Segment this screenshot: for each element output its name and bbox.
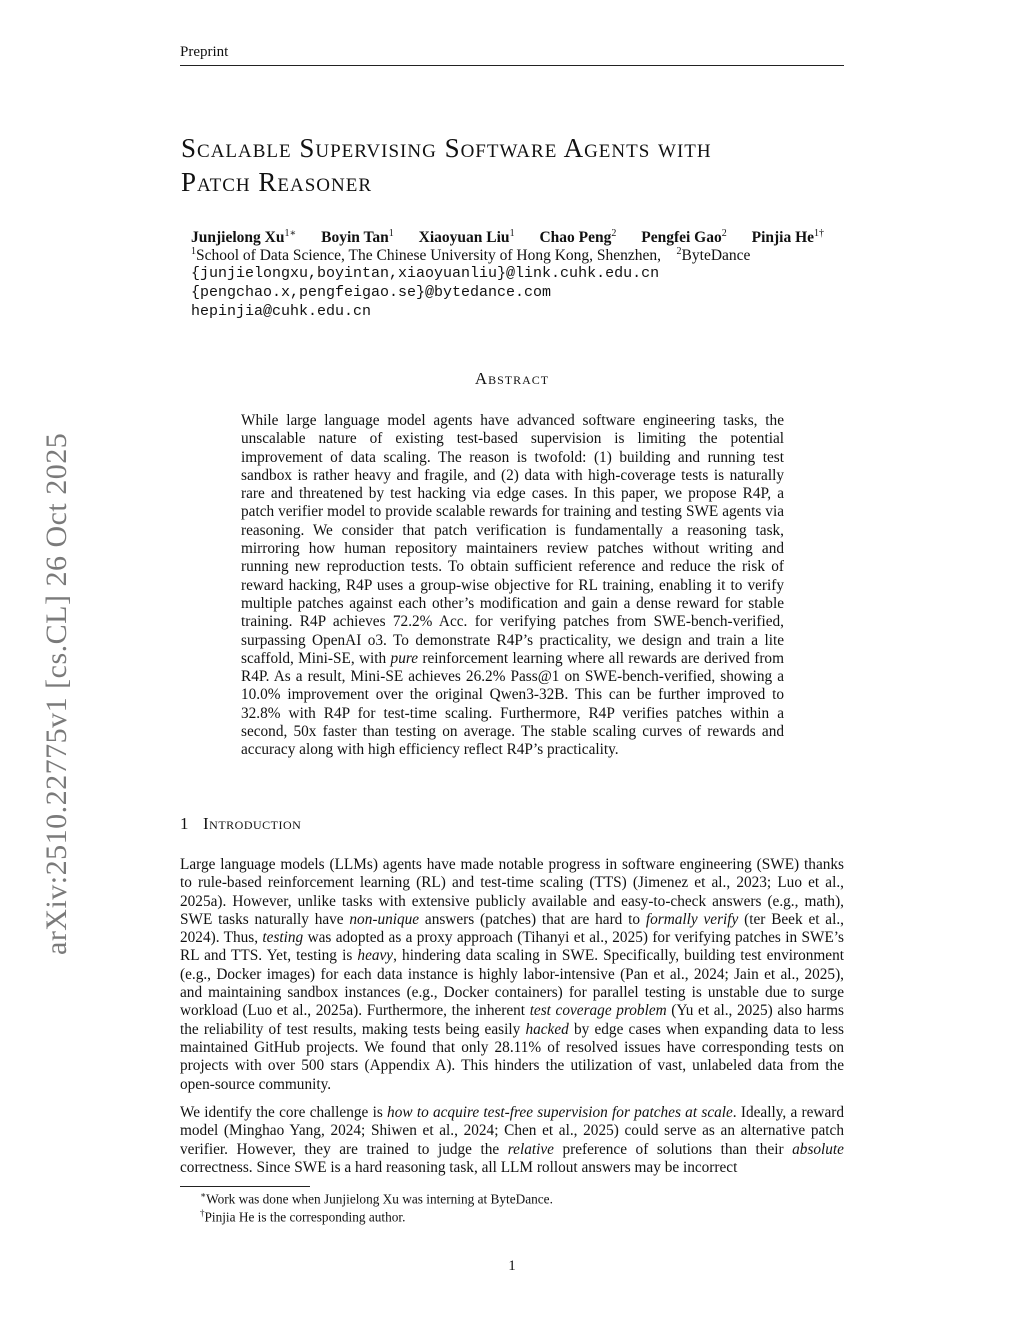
author: Pinjia $He^{1\dagger}$ <box>751 228 825 247</box>
title-line-1: Scalable Supervising Software Agents with <box>181 133 712 163</box>
email-line: {pengchao.x,pengfeigao.se}@bytedance.com <box>191 284 552 301</box>
author: Junjielong $Xu^{1∗}$ <box>191 228 297 247</box>
author: Chao Peng$^2$ <box>539 228 617 247</box>
affiliation-2: ByteDance <box>681 247 751 265</box>
affiliation-1: School of Data Science, The Chinese University of Hong Kong, Shenzhen, <box>196 247 662 265</box>
arxiv-identifier: arXiv:2510.22775v1 [cs.CL] 26 Oct 2025 <box>40 432 73 955</box>
author-list <box>191 228 851 247</box>
author: Xiaoyuan Liu$^1$ <box>418 228 515 247</box>
abstract-body: While large language model agents have advanced software engineering tasks, the unscalable nature of existing test-based supervision is limiting the potential improvement of data scaling. The reason is twofold: (1) building and running test sandbox is rather heavy and fragile, and (2) data with high-coverage tests is naturally rare and threatened by test hacking via edge cases. In this paper, we propose R4P, a patch verifier model to provide scalable rewards for training and testing SWE agents via reasoning. We consider that patch verification is fundamentally a reasoning task, mirroring how human repository maintainers review patches without writing and running new reproduction tests. To obtain sufficient reference and reduce the risk of reward hacking, R4P uses a group-wise objective for RL training, enabling it to verify multiple patches against each other’s modification and gain a dense reward for stable training. R4P achieves 72.2% Acc. for verifying patches from SWE-bench-verified, surpassing OpenAI o3. To demonstrate R4P’s practicality, we design and train a lite scaffold, Mini-SE, with pure reinforcement learning where all rewards are derived from R4P. As a result, Mini-SE achieves 26.2% Pass@1 on SWE-bench-verified, showing a 10.0% improvement over the original Qwen3-32B. This can be further improved to 32.8% with R4P for test-time scaling. Furthermore, R4P verifies patches within a second, 50x faster than testing on average. The stable scaling curves of rewards and accuracy along with high efficiency reflect R4P’s practicality. <box>241 412 784 759</box>
header-rule <box>180 65 844 66</box>
intro-paragraph-2: We identify the core challenge is how to acquire test-free supervision for patches at scale. Ideally, a reward model (Minghao Yang, 2024; Shiwen et al., 2024; Chen et al., 2025) could serve as an alternative patch verifier. However, they are trained to judge the relative preference of solutions than their absolute correctness. Since SWE is a hard reasoning task, all LLM rollout answers may be incorrect <box>180 1104 844 1176</box>
author: Pengfei Gao$^2$ <box>641 228 727 247</box>
abstract-heading: Abstract <box>474 369 550 388</box>
running-header: Preprint <box>180 44 229 60</box>
footnote: ∗Work was done when Junjielong Xu was interning at ByteDance. <box>200 1190 553 1207</box>
title-line-2: Patch Reasoner <box>181 167 373 197</box>
page-number: 1 <box>508 1258 516 1274</box>
footnote-rule <box>180 1186 310 1187</box>
intro-paragraph-1: Large language models (LLMs) agents have made notable progress in software engineering (SWE) thanks to rule-based reinforcement learning (RL) and test-time scaling (TTS) (Jimenez et al., 2023; Luo et al., 2025a). However, unlike tasks with extensive publicly available and easy-to-check answers (e.g., math), SWE tasks naturally have non-unique answers (patches) that are hard to formally verify (ter Beek et al., 2024). Thus, testing was adopted as a proxy approach (Tihanyi et al., 2025) for verifying patches in SWE’s RL and TTS. Yet, testing is heavy, hindering data scaling in SWE. Specifically, building test environment (e.g., Docker images) for each data instance is highly labor-intensive (Pan et al., 2024; Jain et al., 2025), and maintaining sandbox instances (e.g., Docker containers) for parallel testing is unstable due to surge workload (Luo et al., 2025a). Furthermore, the inherent test coverage problem (Yu et al., 2025) also harms the reliability of test results, making tests being easily hacked by edge cases when expanding data to less maintained GitHub projects. We found that only 28.11% of resolved issues have corresponding tests on projects with over 500 stars (Appendix A). This hinders the utilization of vast, unlabeled data from the open-source community. <box>180 856 844 1093</box>
footnote: †Pinjia He is the corresponding author. <box>200 1208 406 1225</box>
email-line: hepinjia@cuhk.edu.cn <box>191 303 372 320</box>
affiliations: $^1$School of Data Science, The Chinese University of Hong Kong, Shenzhen, $^2$ByteDance <box>191 246 751 265</box>
author: Boyin Tan$^1$ <box>321 228 394 247</box>
email-line: {junjielongxu,boyintan,xiaoyuanliu}@link.cuhk.edu.cn <box>191 265 660 282</box>
paper-title <box>181 131 845 199</box>
section-heading: 1 Introduction <box>180 814 302 833</box>
